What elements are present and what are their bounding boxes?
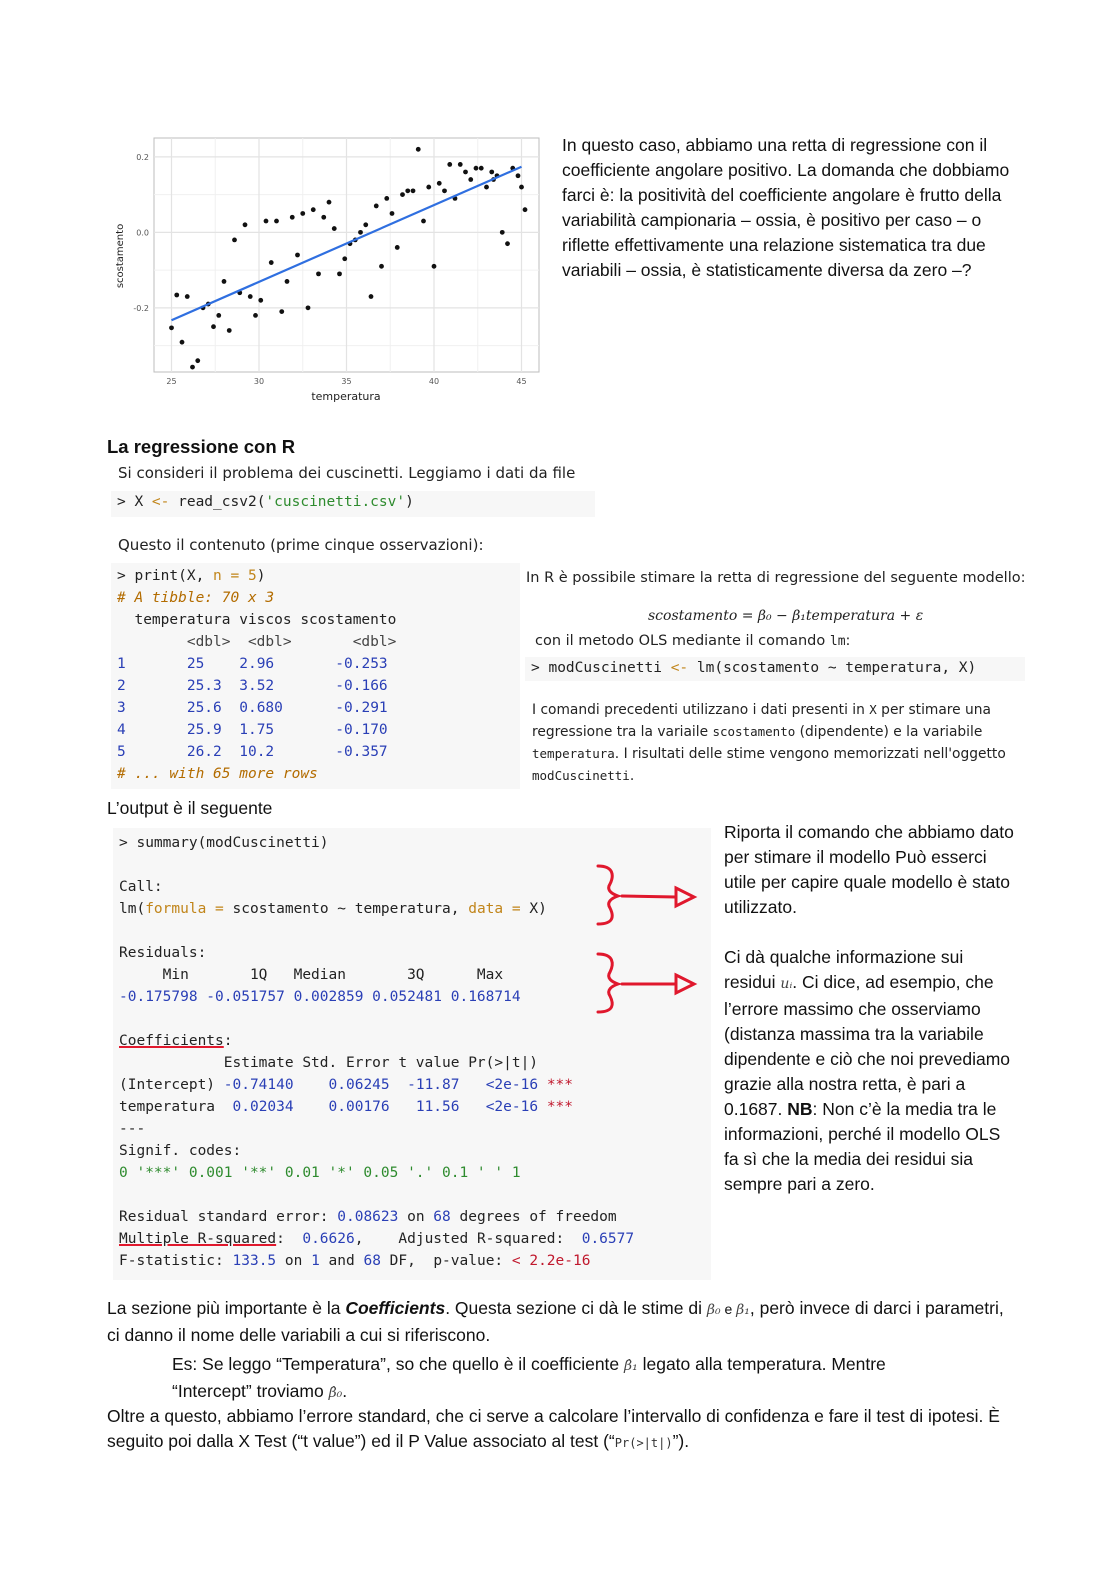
data-point (479, 166, 484, 171)
data-point (405, 188, 410, 193)
arrow-call-line (622, 896, 676, 897)
data-point (432, 264, 437, 269)
data-point (395, 245, 400, 250)
data-point (190, 365, 195, 370)
data-point (374, 204, 379, 209)
data-point (458, 162, 463, 167)
data-point (363, 222, 368, 227)
data-point (523, 207, 528, 212)
intro-paragraph: In questo caso, abbiamo una retta di regressione con il coefficiente angolare positivo. La domanda che dobbiamo farci è: la positività del coefficiente angolare è frutto della variabilità campionaria – ossia, è positivo per caso – o riflette effettivamente una relazione sistematica tra due variabili – ossia, è statisticamente diversa da zero –? (562, 135, 1010, 280)
data-point (253, 313, 258, 318)
arrow-call-head (676, 888, 694, 906)
red-annotations (592, 858, 710, 1018)
data-point (369, 294, 374, 299)
latex-explain-text: I comandi precedenti utilizzano i dati presenti in X per stimare una regressione tra la variaile scostamento (dipendente) e la variabile temperatura. I risultati delle stime vengono memorizzati nell'oggetto modCuscinetti. (532, 702, 1006, 784)
example-paragraph: Es: Se leggo “Temperatura”, so che quello è il coefficiente β̂₁ legato alla temperatura. Mentre “Intercept” troviamo β̂₀. (172, 1354, 886, 1401)
data-point (185, 294, 190, 299)
data-point (484, 185, 489, 190)
data-point (358, 230, 363, 235)
data-point (195, 358, 200, 363)
data-point (437, 181, 442, 186)
code-lm-command: > modCuscinetti <- lm(scostamento ~ temperatura, X) (525, 657, 1025, 681)
y-axis-label: scostamento (115, 223, 126, 289)
data-point (505, 241, 510, 246)
data-point (384, 196, 389, 201)
data-point (342, 256, 347, 261)
data-point (243, 222, 248, 227)
arrow-residuals-head (676, 975, 694, 993)
data-point (180, 340, 185, 345)
section-title: La regressione con R (107, 436, 296, 457)
data-point (421, 219, 426, 224)
brace-residuals (598, 954, 618, 1012)
latex-content-text: Questo il contenuto (prime cinque osservazioni): (118, 536, 484, 554)
data-point (332, 226, 337, 231)
data-point (290, 215, 295, 220)
x-tick-label: 35 (341, 377, 352, 386)
brace-call (598, 866, 618, 924)
data-point (463, 170, 468, 175)
data-point (174, 293, 179, 298)
data-point (411, 188, 416, 193)
data-point (379, 264, 384, 269)
final-paragraph: Oltre a questo, abbiamo l’errore standard, che ci serve a calcolare l’intervallo di confidenza e fare il test di ipotesi. È seguito poi dalla X Test (“t value”) ed il P Value associato al test (“Pr(>|t|)”). (107, 1406, 1000, 1451)
code-print-tibble: > print(X, n = 5) # A tibble: 70 x 3 temperatura viscos scostamento <dbl> <dbl> <dbl> 1 25 2.96 -0.253 2 25.3 3.52 -0.166 3 25.6 0.680 -0.291 4 25.9 1.75 -0.170 5 26.2 10.2 -0.357 # ... with 65 more rows (111, 563, 520, 789)
data-point (468, 177, 473, 182)
data-point (327, 200, 332, 205)
data-point (311, 207, 316, 212)
data-point (390, 211, 395, 216)
data-point (416, 147, 421, 152)
data-point (232, 238, 237, 243)
data-point (258, 298, 263, 303)
data-point (300, 211, 305, 216)
data-point (169, 325, 174, 330)
model-formula: scostamento = β₀ − β₁temperatura + ε (648, 608, 924, 624)
output-intro: L’output è il seguente (107, 798, 273, 818)
x-tick-label: 45 (516, 377, 527, 386)
data-point (306, 305, 311, 310)
y-tick-label: 0.2 (136, 152, 149, 162)
latex-model-text: In R è possibile stimare la retta di regressione del seguente modello: (526, 570, 1026, 586)
data-point (337, 271, 342, 276)
code-read-csv: > X <- read_csv2('cuscinetti.csv') (111, 491, 595, 517)
latex-read-text: Si consideri il problema dei cuscinetti. Leggiamo i dati da file (118, 464, 576, 482)
y-tick-label: 0.0 (136, 228, 149, 238)
data-point (216, 313, 221, 318)
code-summary-output: > summary(modCuscinetti) Call: lm(formula = scostamento ~ temperatura, data = X) Residuals: Min 1Q Median 3Q Max -0.175798 -0.051757 0.002859 0.052481 0.168714 Coefficients: Estimate Std. Error t value Pr(>|t|) (Intercept) -0.74140 0.06245 -11.87 <2e-16 *** temperatura 0.02034 0.00176 11.56 <2e-16 *** --- Signif. codes: 0 '***' 0.001 '**' 0.01 '*' 0.05 '.' 0.1 ' ' 1 Residual standard error: 0.08623 on 68 degrees of freedom Multiple R-squared: 0.6626, Adjusted R-squared: 0.6577 F-statistic: 133.5 on 1 and 68 DF, p-value: < 2.2e-16 (113, 828, 711, 1280)
data-point (269, 260, 274, 265)
x-tick-label: 30 (253, 377, 265, 386)
data-point (400, 192, 405, 197)
scatter-plot (110, 128, 546, 410)
data-point (516, 173, 521, 178)
side-note-call: Riporta il comando che abbiamo dato per stimare il modello Può esserci utile per capire quale modello è stato utilizzato. (724, 822, 1014, 917)
data-point (227, 328, 232, 333)
side-note-residuals: Ci dà qualche informazione sui residui uᵢ. Ci dice, ad esempio, che l’errore massimo che osserviamo (distanza massima tra la variabile dipendente e ciò che noi prevediamo grazie alla nostra retta, è pari a 0.1687. NB: Non c’è la media tra le informazioni, perché il modello OLS fa sì che la media dei residui sia sempre pari a zero. (724, 947, 1011, 1194)
data-point (321, 215, 326, 220)
data-point (295, 253, 300, 258)
data-point (442, 188, 447, 193)
data-point (426, 185, 431, 190)
data-point (248, 294, 253, 299)
data-point (474, 166, 479, 171)
data-point (500, 230, 505, 235)
x-tick-label: 25 (166, 377, 177, 386)
data-point (211, 324, 216, 329)
data-point (489, 170, 494, 175)
y-tick-label: -0.2 (133, 303, 149, 313)
data-point (285, 279, 290, 284)
coefficients-paragraph: La sezione più importante è la Coefficients. Questa sezione ci dà le stime di β₀ e β₁, però invece di darci i parametri, ci danno il nome delle variabili a cui si riferiscono. (107, 1298, 1004, 1345)
data-point (279, 309, 284, 314)
data-point (519, 185, 524, 190)
data-point (264, 219, 269, 224)
data-point (222, 279, 227, 284)
x-tick-label: 40 (428, 377, 440, 386)
data-point (274, 219, 279, 224)
data-point (316, 271, 321, 276)
latex-ols-text: con il metodo OLS mediante il comando lm: (535, 633, 851, 649)
x-axis-label: temperatura (311, 390, 381, 403)
data-point (447, 162, 452, 167)
